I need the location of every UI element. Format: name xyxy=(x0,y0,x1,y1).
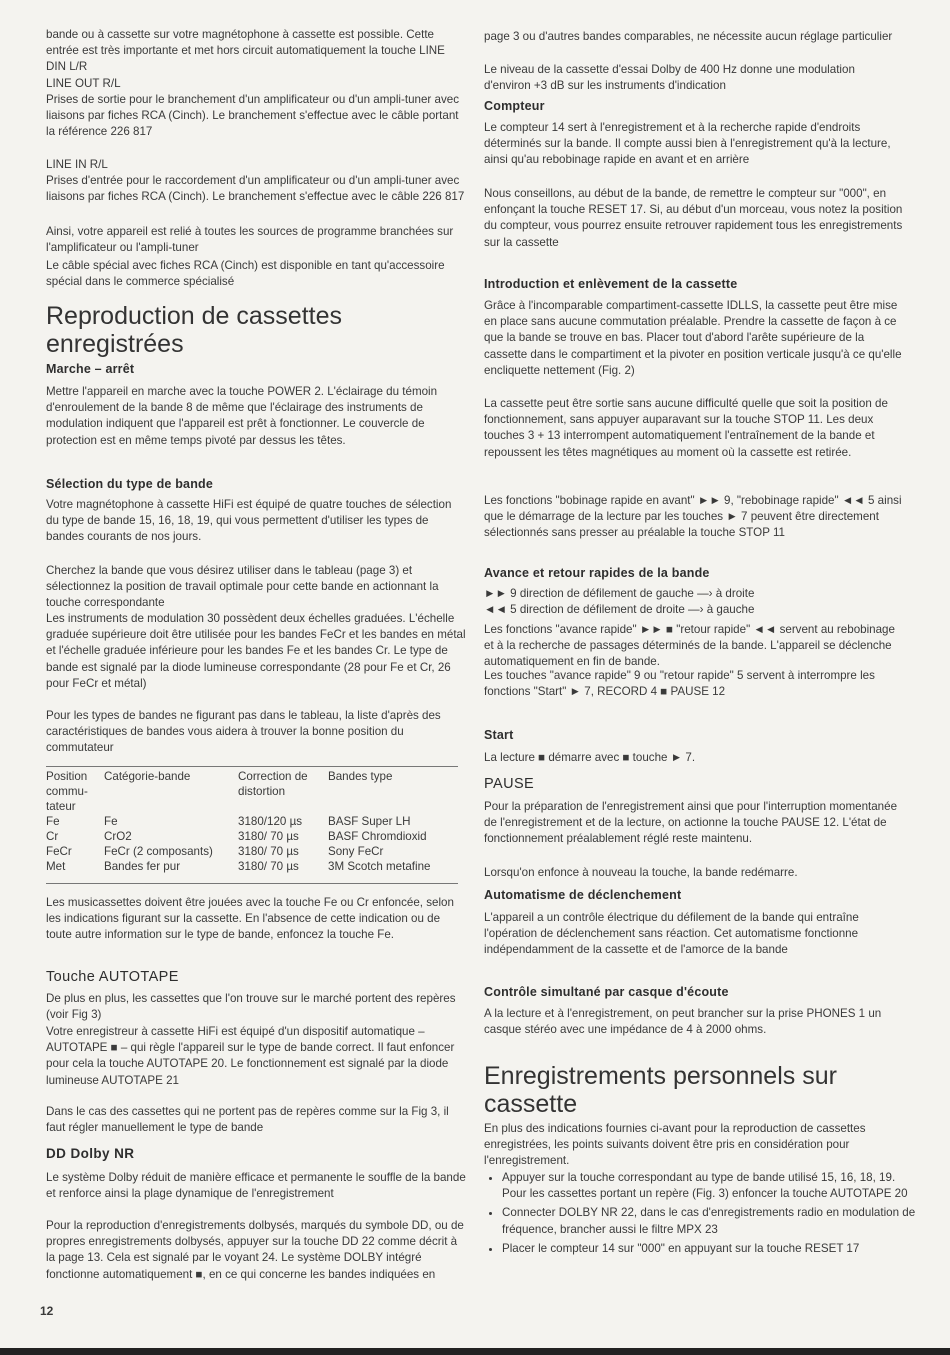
casque-heading: Contrôle simultané par casque d'écoute xyxy=(484,985,729,999)
table-header-cell: Correction de distortion xyxy=(238,770,308,798)
selection-paragraph: Votre magnétophone à cassette HiFi est équipé de quatre touches de sélection du type de bande 15, 16, 18, 19, qui vous permettent d'utiliser les types de bandes courants de nos jours. xyxy=(46,498,452,544)
automatisme-paragraph: L'appareil a un contrôle électrique du défilement de la bande qui entraîne l'opération de déclenchement sans réaction. Cet automatisme fonctionne indépendamment de la cassette et de l'amorce de la bande xyxy=(484,911,859,957)
table-cell: Met xyxy=(46,860,66,873)
dolby-paragraph-2: Pour la reproduction d'enregistrements dolbysés, marqués du symbole DD, ou de propres enregistrements dolbysés, appuyer sur la touche DD 22 comme décrit à la page 13. Cela est signalé par le voyant 24. Le système DOLBY intégré fonctionne automatiquement ■, en ce qui concerne les bandes indiquées en xyxy=(46,1219,464,1281)
line-out-heading: LINE OUT R/L xyxy=(46,77,121,90)
list-item: • Connecter DOLBY NR 22, dans le cas d'enregistrements radio en modulation de fréquence, brancher aussi le filtre MPX 23 xyxy=(502,1205,922,1237)
pause-paragraph-2: Lorsqu'on enfonce à nouveau la touche, la bande redémarre. xyxy=(484,866,798,879)
cassette-intro-heading: Introduction et enlèvement de la cassette xyxy=(484,277,738,291)
line-in-paragraph: Prises d'entrée pour le raccordement d'un amplificateur ou d'un ampli-tuner avec liaisons par fiches RCA (Cinch). Le branchement s'effectue avec le câble 226 817 xyxy=(46,174,465,204)
avance-paragraph: Les fonctions "avance rapide" ►► ■ "retour rapide" ◄◄ servent au rebobinage et à la recherche de passages déterminés de la bande. L'appareil se déclenche automatiquement en fin de bande. xyxy=(484,623,895,669)
section-title-enregistrements: Enregistrements personnels sur cassette xyxy=(484,1062,837,1118)
page-bottom-edge xyxy=(0,1348,950,1355)
autotape-heading: Touche AUTOTAPE xyxy=(46,969,179,985)
compteur-heading: Compteur xyxy=(484,99,545,113)
autotape-paragraph: De plus en plus, les cassettes que l'on trouve sur le marché portent des repères (voir Fig 3) xyxy=(46,992,456,1022)
table-cell: Cr xyxy=(46,830,59,843)
avance-paragraph-2: Les touches "avance rapide" 9 ou "retour rapide" 5 servent à interrompre les fonctions "Start" ► 7, RECORD 4 ■ PAUSE 12 xyxy=(484,669,875,699)
automatisme-heading: Automatisme de déclenchement xyxy=(484,888,682,902)
section-title-reproduction: Reproduction de cassettes enregistrées xyxy=(46,302,343,358)
table-top-rule xyxy=(46,766,458,767)
table-header-cell: Bandes type xyxy=(328,770,393,783)
table-cell: 3180/120 µs xyxy=(238,815,303,828)
line-in-heading: LINE IN R/L xyxy=(46,158,108,171)
selection-paragraph-2: Cherchez la bande que vous désirez utiliser dans le tableau (page 3) et sélectionnez la position de travail optimale pour cette bande en actionnant la touche correspondante xyxy=(46,564,439,610)
list-item: • Placer le compteur 14 sur "000" en appuyant sur la touche RESET 17 xyxy=(502,1241,922,1257)
casque-paragraph: A la lecture et à l'enregistrement, on peut brancher sur la prise PHONES 1 un casque stéréo avec une impédance de 4 à 2000 ohms. xyxy=(484,1007,882,1037)
pause-heading: PAUSE xyxy=(484,776,535,792)
table-cell: CrO2 xyxy=(104,830,132,843)
table-cell: 3180/ 70 µs xyxy=(238,830,299,843)
table-header-cell: Catégorie-bande xyxy=(104,770,191,783)
autotape-paragraph-2: Votre enregistreur à cassette HiFi est équipé d'un dispositif automatique – AUTOTAPE ■ – qui règle l'appareil sur le type de bande correct. Il faut enfoncer pour cela la touche AUTOTAPE 20. Le fonctionnement est signalé par la diode lumineuse AUTOTAPE 21 xyxy=(46,1025,455,1087)
cassette-intro-paragraph-3: Les fonctions "bobinage rapide en avant" ►► 9, "rebobinage rapide" ◄◄ 5 ainsi que le démarrage de la lecture par les touches ► 7 peuvent être directement sélectionnés sans presser au préalable la touche STOP 11 xyxy=(484,494,902,540)
table-cell: BASF Chromdioxid xyxy=(328,830,427,843)
table-cell: Bandes fer pur xyxy=(104,860,181,873)
table-cell: Fe xyxy=(104,815,118,828)
marche-paragraph: Mettre l'appareil en marche avec la touche POWER 2. L'éclairage du témoin d'enroulement de la bande 8 de même que l'éclairage des instruments de modulation indiquent que l'appareil est prêt à fonctionner. Le couvercle de protection est en même temps pivoté par dessus les têtes. xyxy=(46,385,438,447)
selection-paragraph-3: Les instruments de modulation 30 possèdent deux échelles graduées. L'échelle graduée supérieure doit être utilisée pour les bandes FeCr et les bandes en métal et l'échelle graduée inférieure pour les bandes Fe et les bandes Cr. Le type de bande est signalé par la diode lumineuse correspondante (28 pour Fe et Cr, 26 pour FeCr et métal) xyxy=(46,612,466,690)
line-in-paragraph-2: Ainsi, votre appareil est relié à toutes les sources de programme branchées sur l'amplificateur ou l'ampli-tuner xyxy=(46,225,454,255)
page-number: 12 xyxy=(40,1304,54,1318)
start-paragraph: La lecture ■ démarre avec ■ touche ► 7. xyxy=(484,751,696,764)
line-out-paragraph: Prises de sortie pour le branchement d'un amplificateur ou d'un ampli-tuner avec liaisons par fiches RCA (Cinch). Le branchement s'effectue avec le câble portant la référence 226 817 xyxy=(46,93,460,139)
marche-heading: Marche – arrêt xyxy=(46,362,135,376)
musicassettes-paragraph: Les musicassettes doivent être jouées avec la touche Fe ou Cr enfoncée, selon les indications figurant sur la cassette. En l'absence de cette indication ou de toute autre information sur le type de bande, enfoncez la touche Fe. xyxy=(46,896,454,942)
table-cell: FeCr (2 composants) xyxy=(104,845,213,858)
table-cell: FeCr xyxy=(46,845,72,858)
table-row xyxy=(46,829,458,844)
table-cell: BASF Super LH xyxy=(328,815,411,828)
enregistrements-list xyxy=(484,1170,922,1260)
start-heading: Start xyxy=(484,728,514,742)
table-header-cell: Position commu-tateur xyxy=(46,770,88,813)
cassette-intro-paragraph-2: La cassette peut être sortie sans aucune difficulté quelle que soit la position de fonctionnement, sans appuyer auparavant sur la touche STOP 11. Les deux touches 3 + 13 interrompent automatiquement l'entraînement de la bande et repoussent les têtes magnétiques au moment où la cassette est retirée. xyxy=(484,397,888,459)
avance-line-rewind: ◄◄ 5 direction de défilement de droite —› à gauche xyxy=(484,603,755,616)
left-intro-paragraph: bande ou à cassette sur votre magnétophone à cassette est possible. Cette entrée est très importante et met hors circuit automatiquement la touche LINE DIN L/R xyxy=(46,28,445,74)
autotape-paragraph-3: Dans le cas des cassettes qui ne portent pas de repères comme sur la Fig 3, il faut régler manuellement le type de bande xyxy=(46,1105,449,1135)
table-row xyxy=(46,844,458,859)
table-header-row xyxy=(46,769,458,814)
dolby-heading: DD Dolby NR xyxy=(46,1146,135,1161)
table-cell: 3180/ 70 µs xyxy=(238,845,299,858)
tape-type-table xyxy=(46,769,458,874)
selection-heading: Sélection du type de bande xyxy=(46,477,214,491)
selection-paragraph-4: Pour les types de bandes ne figurant pas dans le tableau, la liste d'après des caractéristiques de bandes vous aidera à trouver la bonne position du commutateur xyxy=(46,709,441,755)
table-cell: 3180/ 70 µs xyxy=(238,860,299,873)
avance-line-forward: ►► 9 direction de défilement de gauche —› à droite xyxy=(484,587,755,600)
table-bottom-rule xyxy=(46,883,458,884)
table-cell: Fe xyxy=(46,815,60,828)
list-item: • Appuyer sur la touche correspondant au type de bande utilisé 15, 16, 18, 19. Pour les cassettes portant un repère (Fig. 3) enfoncer la touche AUTOTAPE 20 xyxy=(502,1170,922,1202)
right-intro-paragraph: page 3 ou d'autres bandes comparables, ne nécessite aucun réglage particulier xyxy=(484,30,893,43)
compteur-paragraph: Le compteur 14 sert à l'enregistrement et à la recherche rapide d'endroits déterminés sur la bande. Il compte aussi bien à l'enregistrement qu'à la lecture, ainsi qu'au rebobinage rapide en avant et en arrière xyxy=(484,121,891,167)
pause-paragraph: Pour la préparation de l'enregistrement ainsi que pour l'interruption momentanée de l'enregistrement et de la lecture, on actionne la touche PAUSE 12. L'état de fonctionnement préalablement réglé reste maintenu. xyxy=(484,800,898,846)
table-row xyxy=(46,814,458,829)
table-cell: 3M Scotch metafine xyxy=(328,860,431,873)
line-in-paragraph-3: Le câble spécial avec fiches RCA (Cinch) est disponible en tant qu'accessoire spécial dans le commerce spécialisé xyxy=(46,259,445,289)
compteur-paragraph-2: Nous conseillons, au début de la bande, de remettre le compteur sur "000", en enfonçant la touche RESET 17. Si, au début d'un morceau, vous notez la position du compteur, vous pourrez ensuite retrouver rapidement tous les enregistrements sur la cassette xyxy=(484,187,903,249)
dolby-paragraph: Le système Dolby réduit de manière efficace et permanente le souffle de la bande et renforce ainsi la plage dynamique de l'enregistrement xyxy=(46,1171,466,1201)
enregistrements-paragraph: En plus des indications fournies ci-avant pour la reproduction de cassettes enregistrées, les points suivants doivent être pris en considération pour l'enregistrement. xyxy=(484,1122,866,1168)
table-row xyxy=(46,859,458,874)
avance-heading: Avance et retour rapides de la bande xyxy=(484,566,710,580)
table-cell: Sony FeCr xyxy=(328,845,384,858)
right-intro-paragraph-2: Le niveau de la cassette d'essai Dolby de 400 Hz donne une modulation d'environ +3 dB sur les instruments d'indication xyxy=(484,63,855,93)
cassette-intro-paragraph: Grâce à l'incomparable compartiment-cassette IDLLS, la cassette peut être mise en place sans aucune commutation préalable. Prendre la cassette de façon à ce que la bande se trouve en bas. Placer tout d'abord l'arête supérieure de la cassette dans le compartiment et la pivoter en position verticale jusqu'à ce qu'elle encliquette nettement (Fig. 2) xyxy=(484,299,902,377)
